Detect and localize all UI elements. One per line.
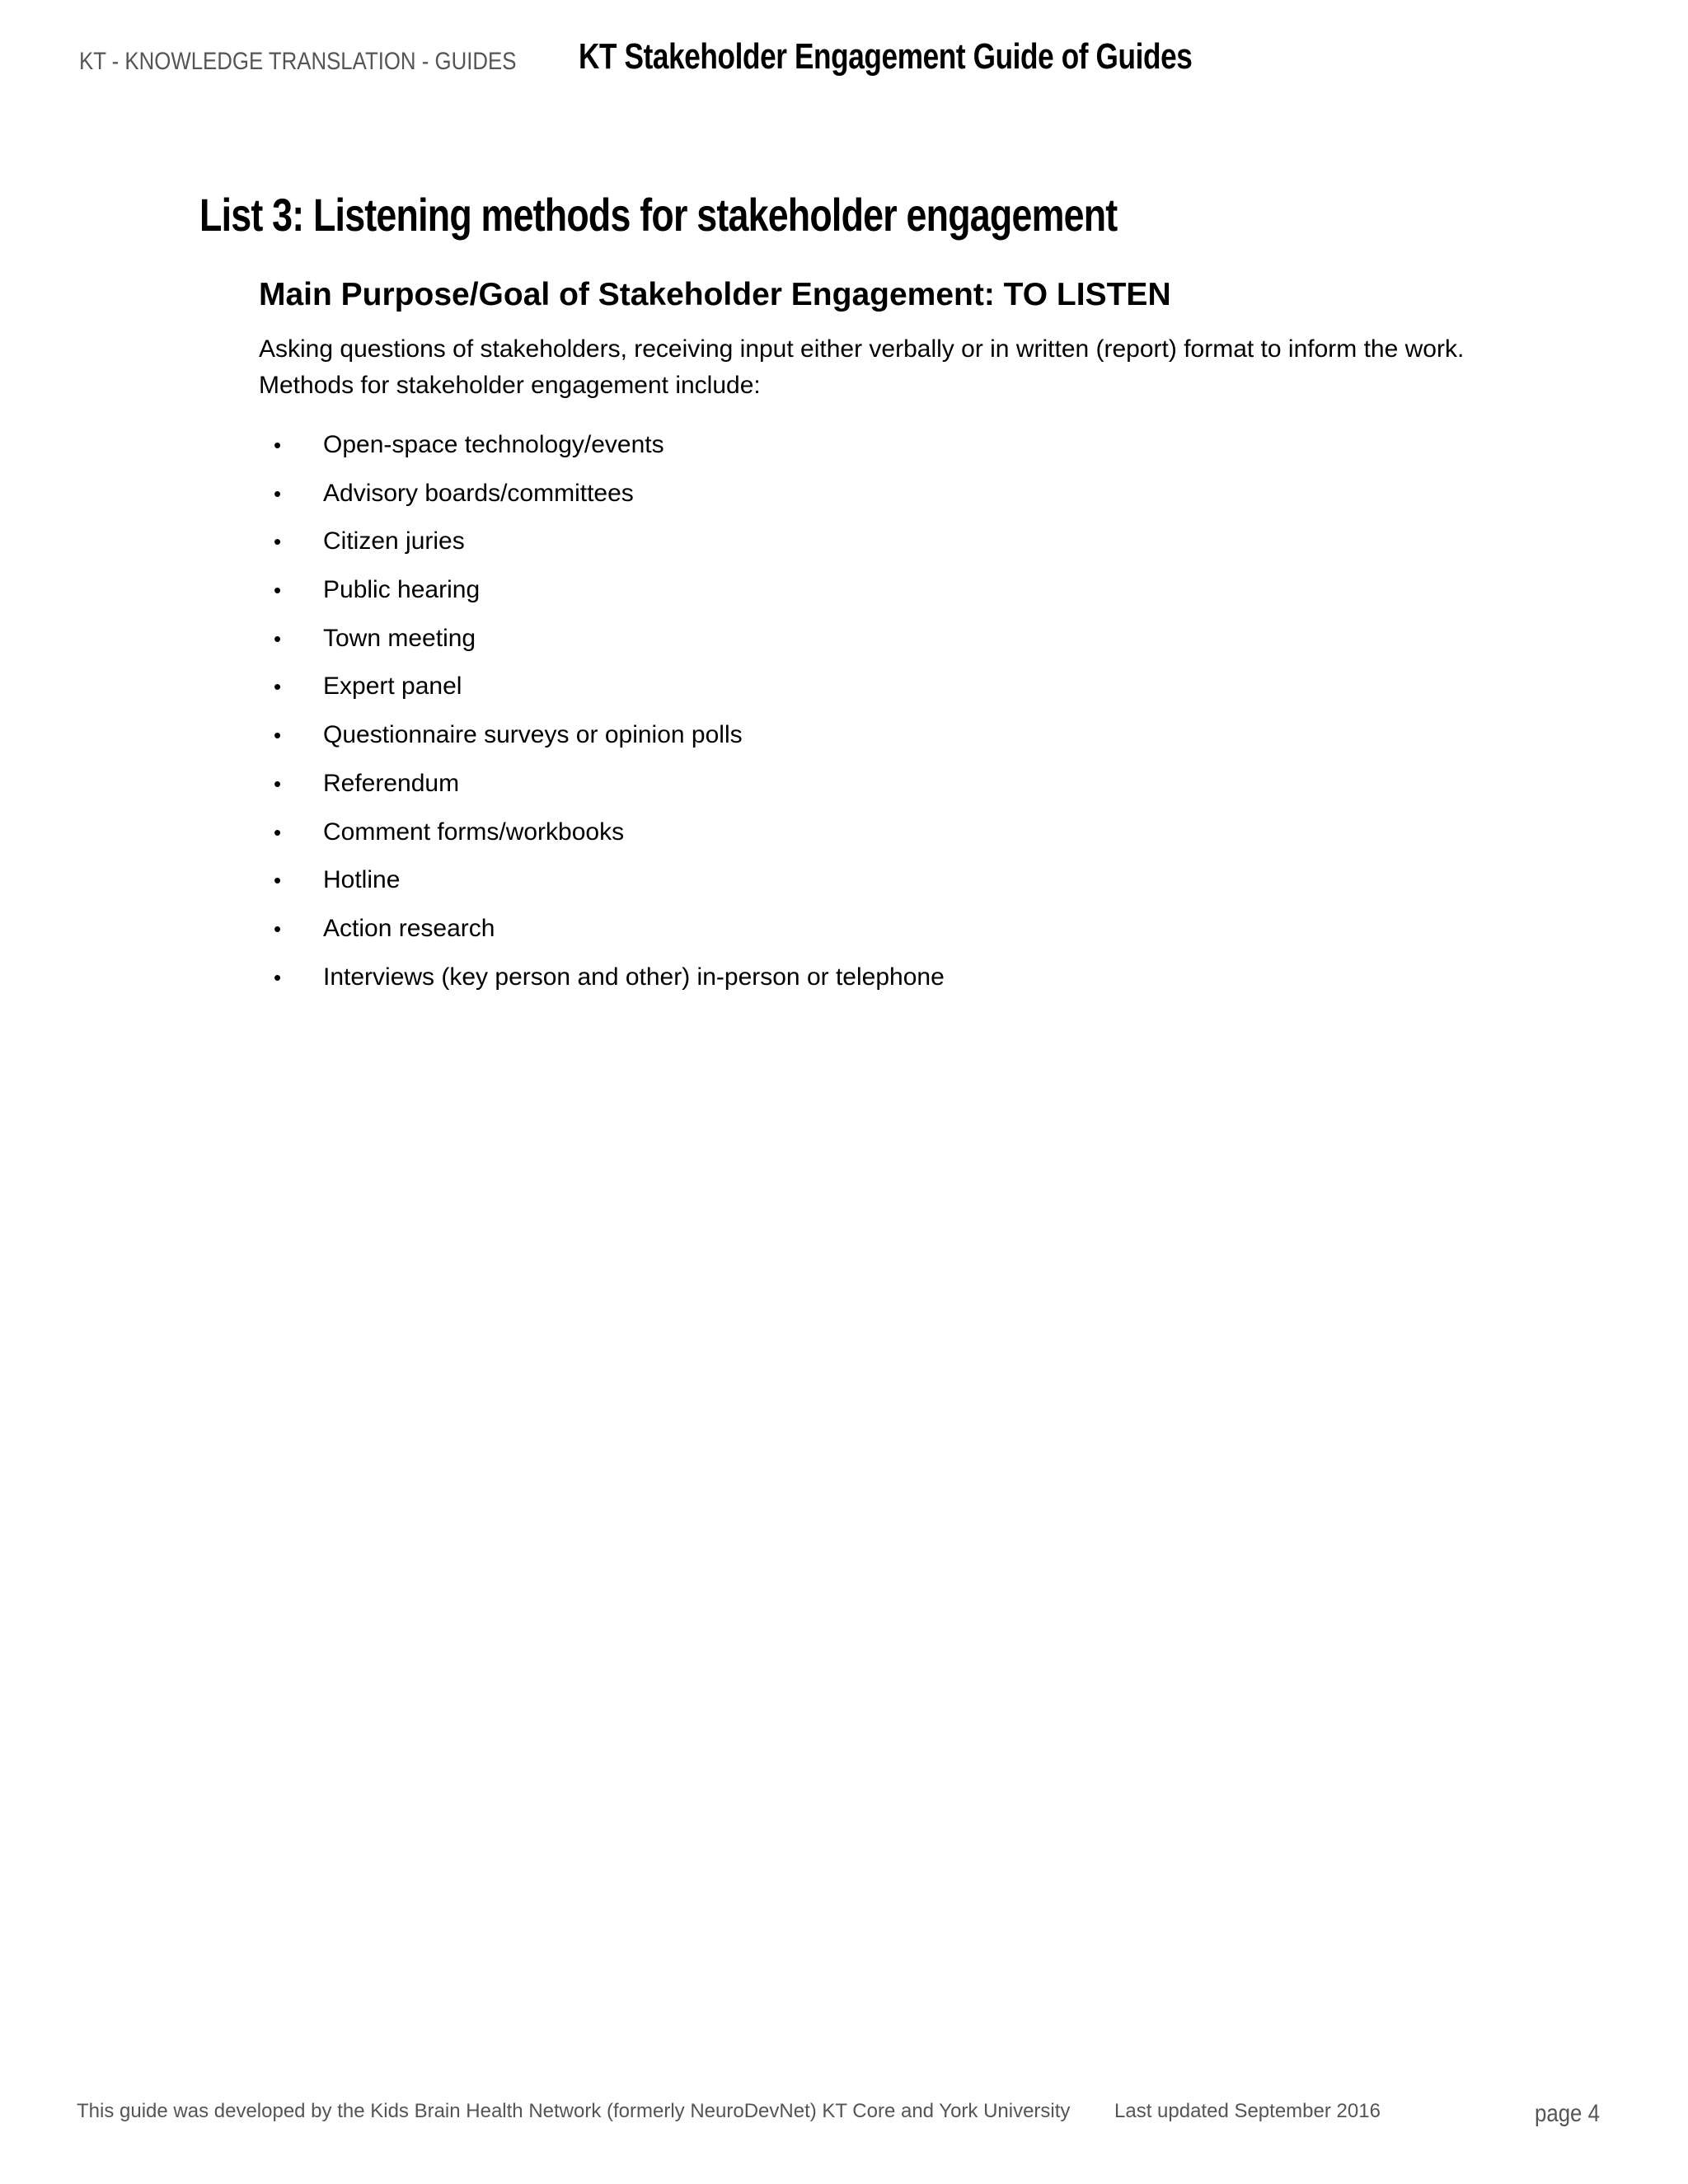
bullet-icon: • [274,433,282,457]
list-item-text: Comment forms/workbooks [323,818,625,846]
list-item [259,717,945,766]
bullet-icon: • [274,868,282,893]
list-item-text: Citizen juries [323,527,465,555]
list-item-text: Expert panel [323,673,462,701]
list-item [259,427,945,476]
list-item [259,911,945,959]
bullet-icon: • [274,480,282,506]
footer-last-updated: Last updated September 2016 [1114,2100,1381,2122]
footer-developed-by: This guide was developed by the Kids Brain Health Network (formerly NeuroDevNet) KT Core and York University [77,2100,1071,2122]
list-item [259,621,945,669]
list-item-text: Town meeting [323,624,476,652]
list-item-text: Open-space technology/events [323,431,664,458]
list-item [259,668,945,717]
header-series-label: KT - KNOWLEDGE TRANSLATION - GUIDES [79,48,517,75]
list-item [259,766,945,814]
list-item [259,959,945,1008]
methods-list [259,427,945,1007]
purpose-heading: Main Purpose/Goal of Stakeholder Engagement: TO LISTEN [259,277,1171,312]
intro-paragraph [259,331,1545,404]
page-title: List 3: Listening methods for stakeholder engagement [199,189,1118,241]
bullet-icon: • [274,626,282,651]
intro-line-1: Asking questions of stakeholders, receiving input either verbally or in written (report) format to inform the work. [259,335,1465,363]
bullet-icon: • [274,916,282,941]
page-number: page 4 [1535,2100,1600,2127]
bullet-icon: • [274,578,282,603]
list-item-text: Public hearing [323,576,481,604]
list-item [259,814,945,863]
bullet-icon: • [274,964,282,990]
list-item-text: Hotline [323,866,401,894]
list-item-text: Advisory boards/committees [323,479,634,507]
intro-line-2: Methods for stakeholder engagement include: [259,372,761,399]
list-item [259,862,945,911]
header-doc-title: KT Stakeholder Engagement Guide of Guides [579,36,1193,77]
bullet-icon: • [274,529,282,555]
list-item [259,572,945,621]
list-item-text: Action research [323,914,495,942]
list-item-text: Interviews (key person and other) in-person or telephone [323,963,945,991]
list-item [259,476,945,524]
list-item [259,523,945,572]
bullet-icon: • [274,819,282,845]
list-item-text: Questionnaire surveys or opinion polls [323,721,743,749]
list-item-text: Referendum [323,769,460,797]
bullet-icon: • [274,771,282,796]
bullet-icon: • [274,674,282,700]
bullet-icon: • [274,723,282,748]
